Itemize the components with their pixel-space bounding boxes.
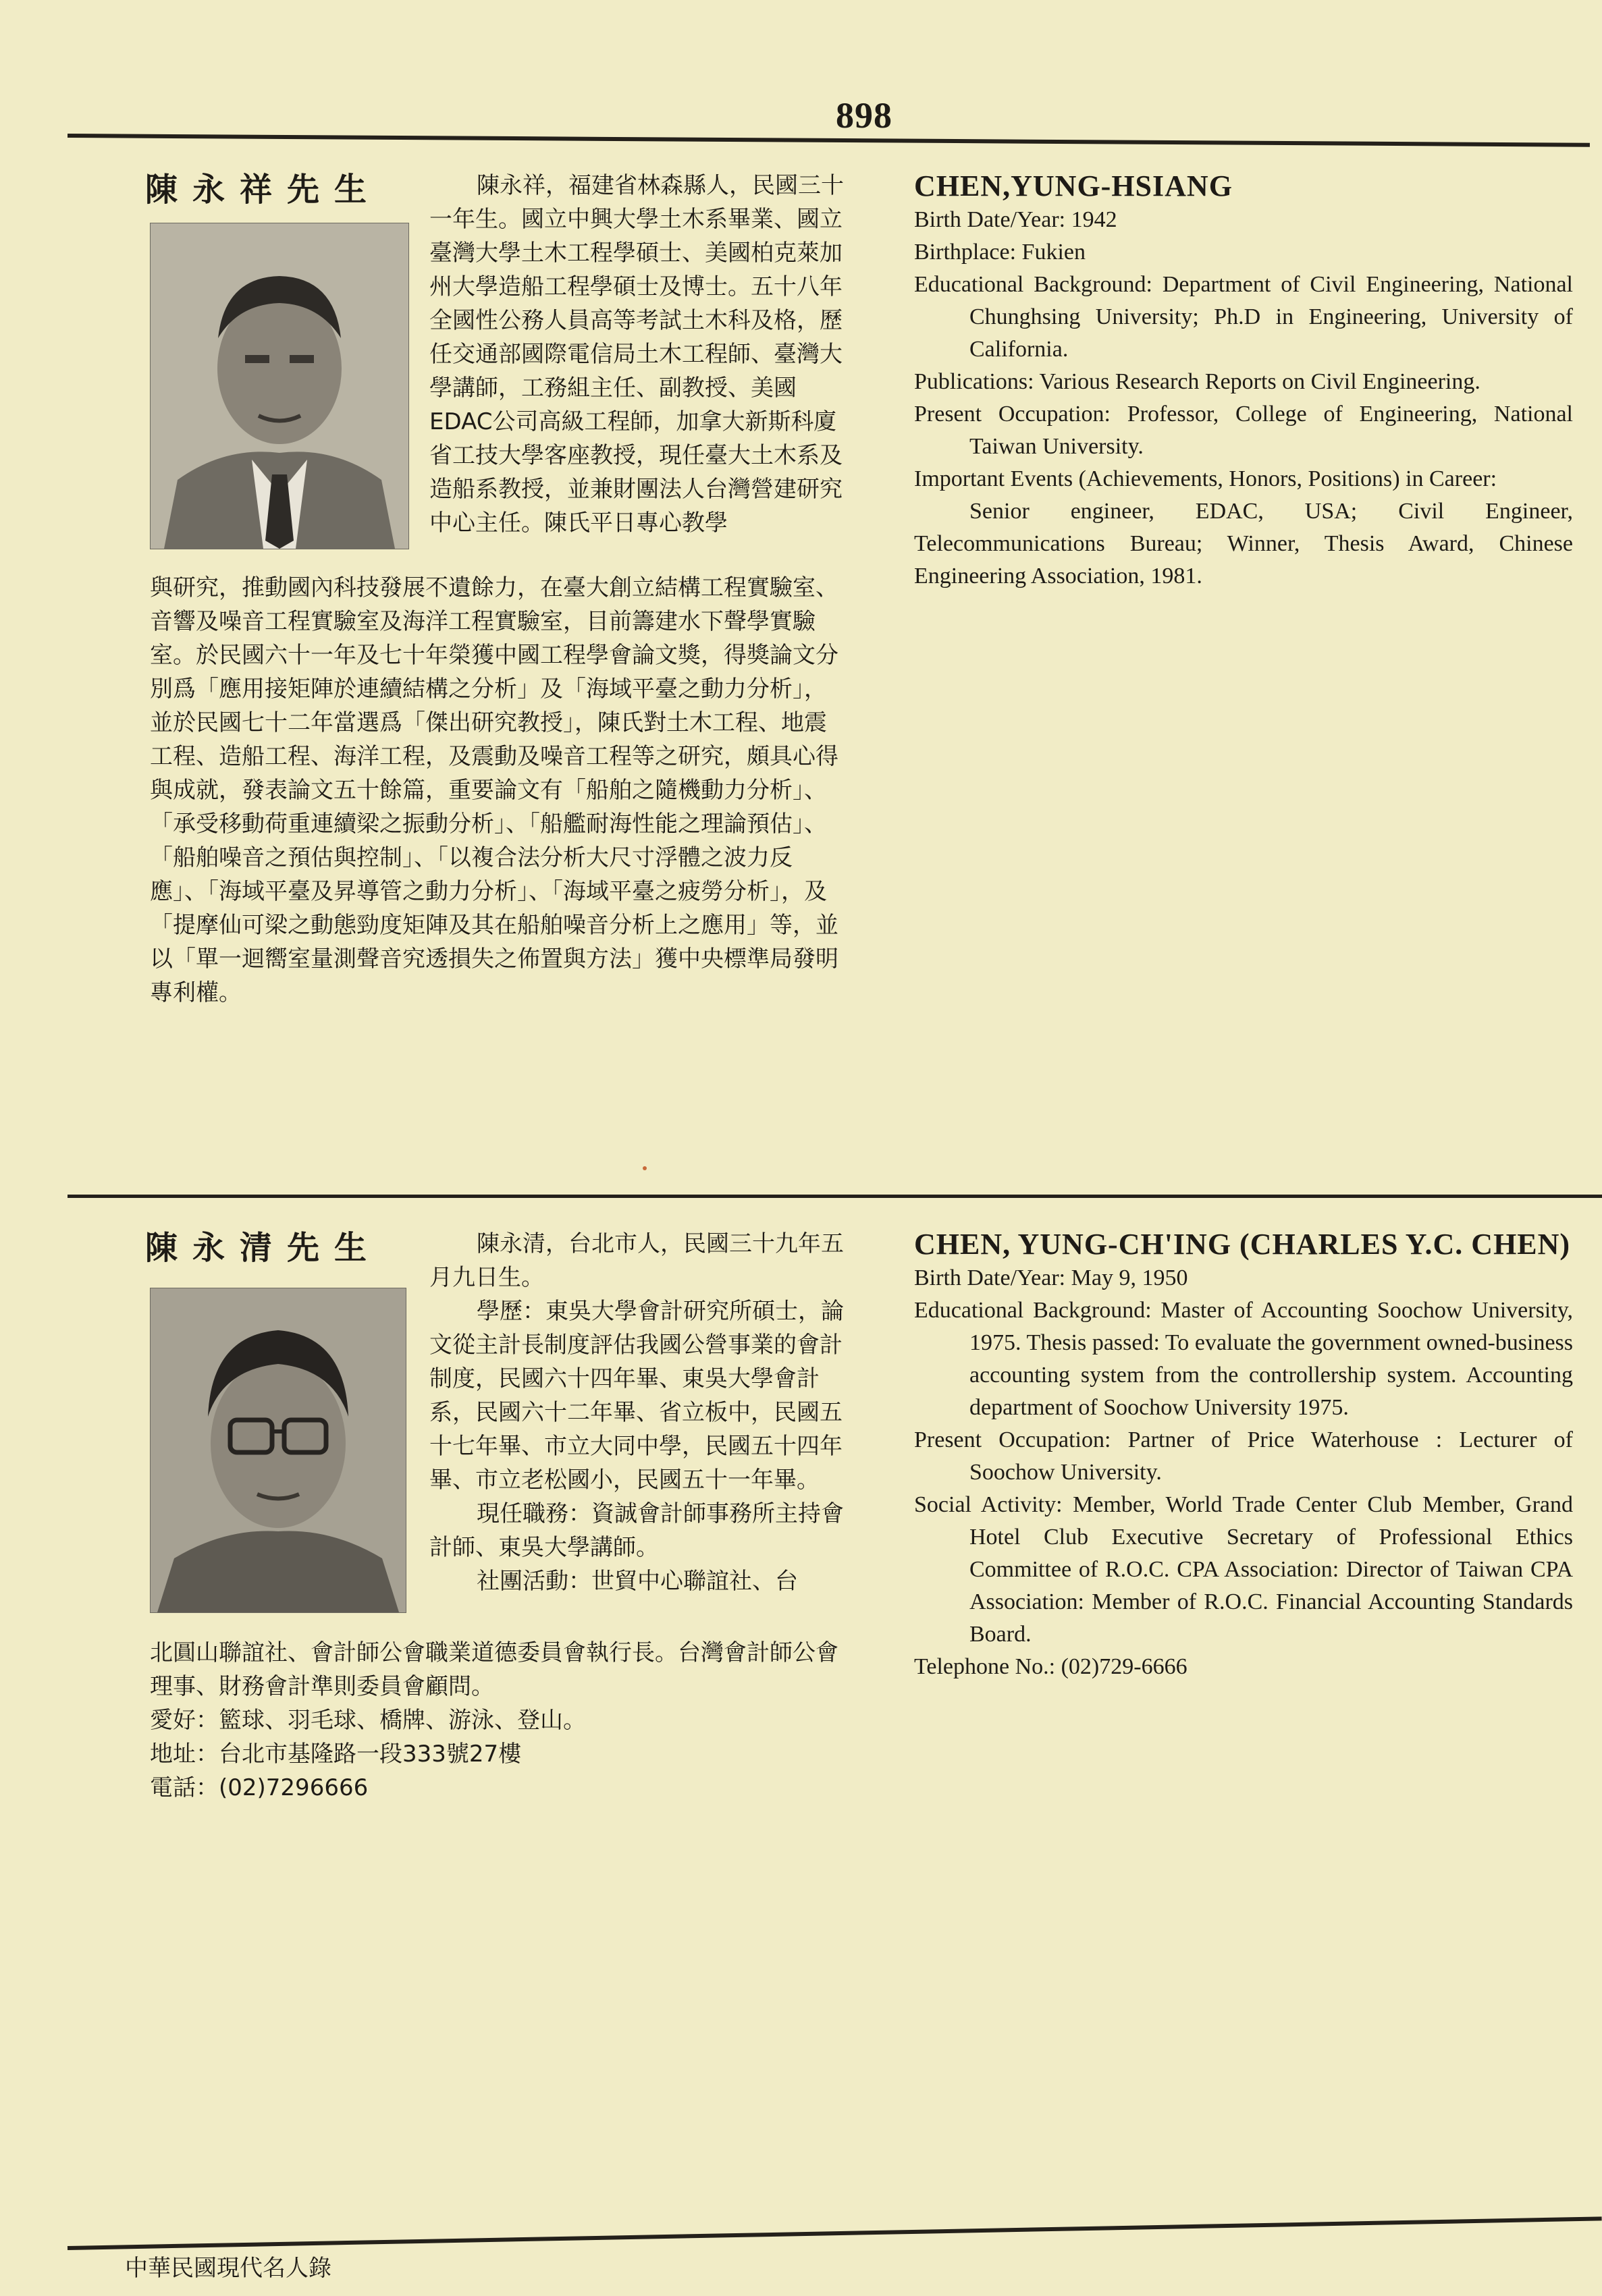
en-field-important-events: Important Events (Achievements, Honors, Positions) in Career: — [914, 466, 1497, 491]
biography-body-chinese: 與研究，推動國內科技發展不遺餘力，在臺大創立結構工程實驗室、音響及噪音工程實驗室及海洋工程實驗室，目前籌建水下聲學實驗室。於民國六十一年及七十年榮獲中國工程學會論文獎，得獎論文分別爲「應用接矩陣於連續結構之分析」及「海域平臺之動力分析」，並於民國七十二年當選爲「傑出研究教授」，陳氏對土木工程、地震工程、造船工程、海洋工程，及震動及噪音工程等之研究，頗具心得與成就，發表論文五十餘篇，重要論文有「船舶之隨機動力分析」、「承受移動荷重連續梁之振動分析」、「船艦耐海性能之理論預估」、「船舶噪音之預估與控制」、「以複合法分析大尺寸浮體之波力反應」、「海域平臺及昇導管之動力分析」、「海域平臺之疲勞分析」，及「提摩仙可梁之動態勁度矩陣及其在船舶噪音分析上之應用」等，並以「單一迴嚮室量測聲音究透損失之佈置與方法」獲中央標準局發明專利權。 — [150, 574, 838, 1006]
footer-rule — [68, 2216, 1602, 2250]
en-field-social-activity: Social Activity: Member, World Trade Center Club Member, Grand Hotel Club Executive Secretary of Professional Ethics Committee of R.O.C. CPA Association: Director of Taiwan CPA Association: Member of R.O.C. Financial Accounting Standards Board. — [914, 1492, 1573, 1647]
biography-lead-chinese — [429, 1227, 848, 1598]
page-number: 898 — [836, 95, 892, 136]
entry-name-english: CHEN, YUNG-CH'ING (CHARLES Y.C. CHEN) — [914, 1228, 1571, 1261]
en-field-birthplace: Birthplace: Fukien — [914, 240, 1086, 265]
bio-telephone: 電話：(02)7296666 — [150, 1774, 369, 1801]
biography-lead-chinese: 陳永祥，福建省林森縣人，民國三十一年生。國立中興大學土木系畢業、國立臺灣大學土木工程學碩士、美國柏克萊加州大學造船工程學碩士及博士。五十八年全國性公務人員高等考試土木科及格，歷任交通部國際電信局土木工程師、臺灣大學講師，工務組主任、副教授、美國EDAC公司高級工程師，加拿大新斯科廈省工技大學客座教授，現任臺大土木系及造船系教授，並兼財團法人台灣營建研究中心主任。陳氏平日專心教學 — [429, 172, 844, 537]
bio-birth-line: 陳永清，台北市人，民國三十九年五月九日生。 — [429, 1230, 844, 1291]
biography-english — [914, 1227, 1573, 1683]
biography-body-chinese — [150, 1636, 848, 1805]
biography-english — [914, 169, 1573, 593]
en-field-telephone: Telephone No.: (02)729-6666 — [914, 1654, 1187, 1679]
en-field-birth-date: Birth Date/Year: 1942 — [914, 207, 1117, 232]
en-field-education: Educational Background: Department of Civil Engineering, National Chunghsing University; Ph.D in Engineering, University of California. — [914, 272, 1573, 362]
entry-name-chinese: 陳永清先生 — [145, 1229, 382, 1267]
bio-occupation-line: 現任職務：資誠會計師事務所主持會計師、東吳大學講師。 — [429, 1500, 844, 1561]
bio-address: 地址：台北市基隆路一段333號27樓 — [150, 1741, 522, 1768]
entry-name-chinese: 陳永祥先生 — [145, 171, 382, 209]
section-divider — [68, 1195, 1602, 1198]
portrait-photo — [150, 1288, 406, 1613]
bio-education-line: 學歷：東吳大學會計研究所碩士，論文從主計長制度評估我國公營事業的會計制度，民國六十四年畢、東吳大學會計系，民國六十二年畢、省立板中，民國五十七年畢、市立大同中學，民國五十四年畢、市立老松國小，民國五十一年畢。 — [429, 1298, 844, 1494]
en-field-publications: Publications: Various Research Reports on Civil Engineering. — [914, 369, 1480, 394]
ink-spot — [643, 1166, 647, 1170]
en-field-career-details: Senior engineer, EDAC, USA; Civil Engineer, Telecommunications Bureau; Winner, Thesis Award, Chinese Engineering Association, 1981. — [914, 499, 1573, 589]
en-field-education: Educational Background: Master of Accounting Soochow University, 1975. Thesis passed: To evaluate the government owned-business accounting system from the controllership system. Accounting department of Soochow University 1975. — [914, 1298, 1573, 1420]
bio-hobbies: 愛好：籃球、羽毛球、橋牌、游泳、登山。 — [150, 1707, 586, 1734]
portrait-photo — [150, 223, 409, 549]
entry-name-english: CHEN,YUNG-HSIANG — [914, 169, 1233, 202]
en-field-birth-date: Birth Date/Year: May 9, 1950 — [914, 1265, 1188, 1290]
bio-activities-continued: 北圓山聯誼社、會計師公會職業道德委員會執行長。台灣會計師公會理事、財務會計準則委員會顧問。 — [150, 1639, 838, 1700]
en-field-occupation: Present Occupation: Professor, College of Engineering, National Taiwan University. — [914, 402, 1573, 459]
en-field-occupation: Present Occupation: Partner of Price Waterhouse : Lecturer of Soochow University. — [914, 1427, 1573, 1485]
bio-activities-line: 社團活動：世貿中心聯誼社、台 — [477, 1568, 798, 1595]
book-title-footer: 中華民國現代名人錄 — [125, 2255, 331, 2282]
